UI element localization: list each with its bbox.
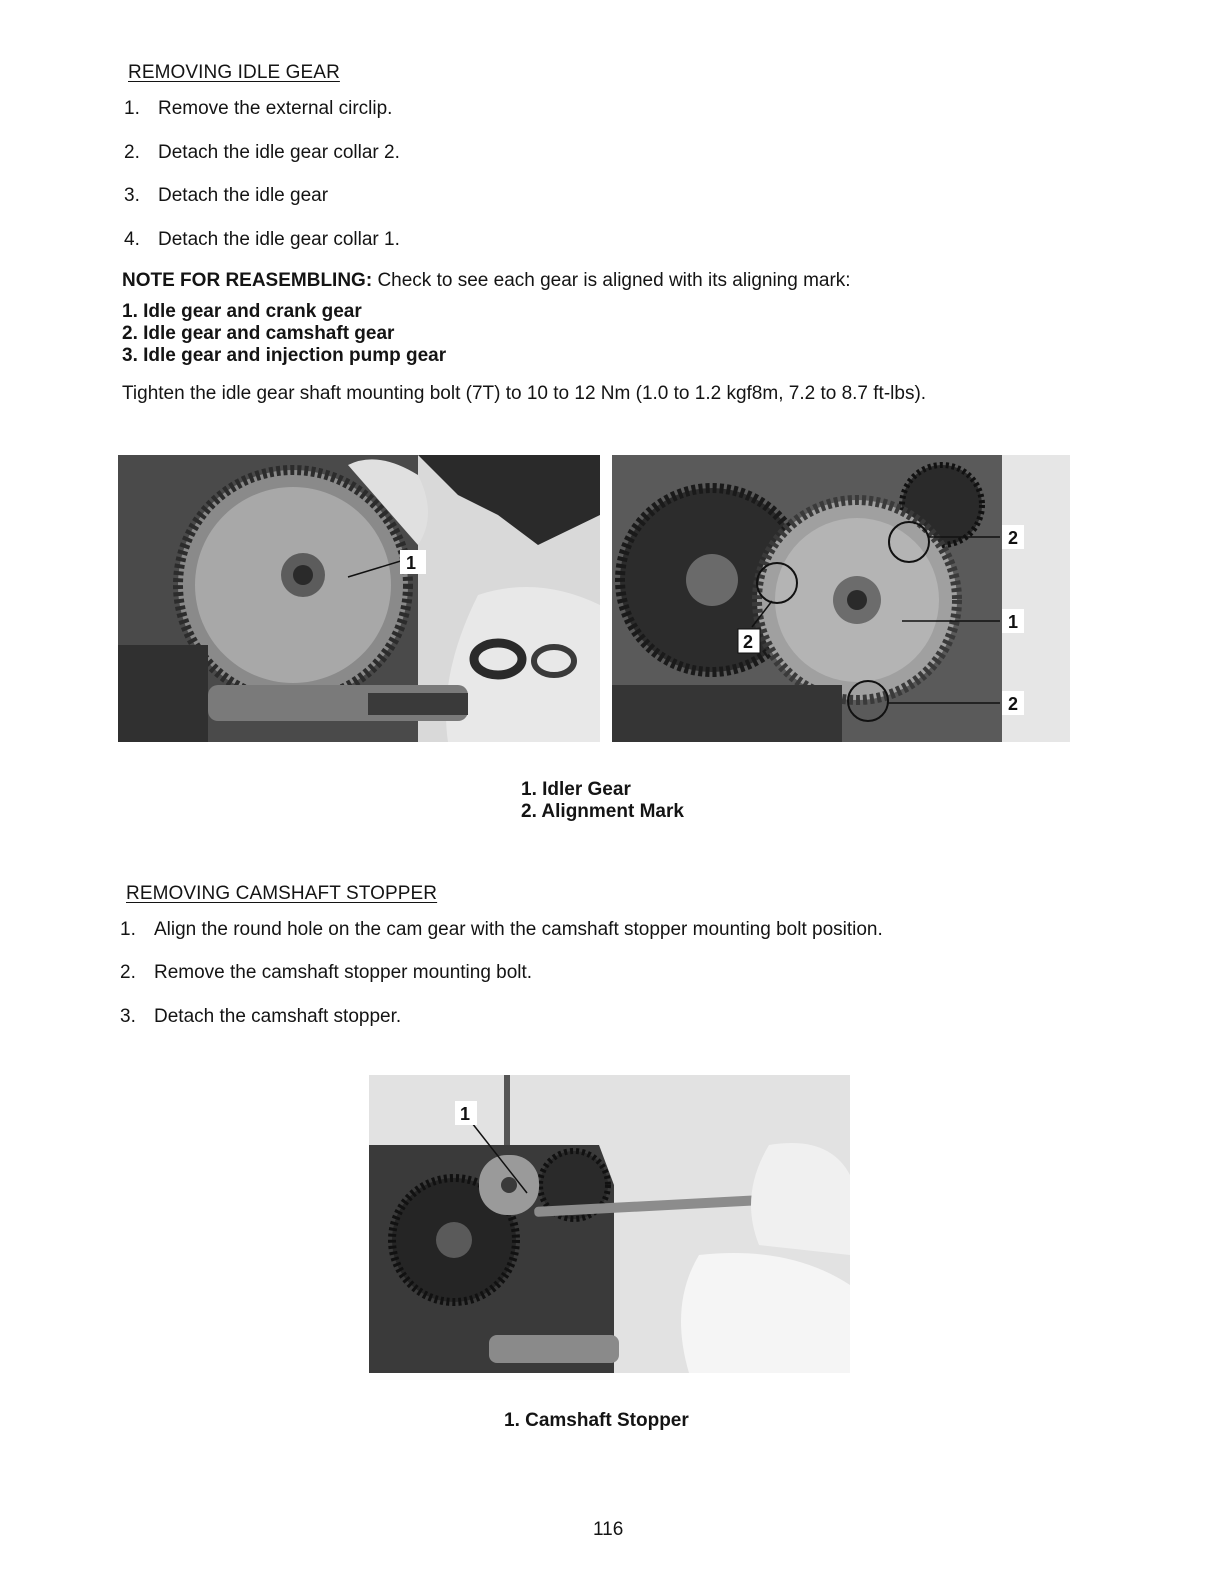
figure-caption <box>521 779 684 823</box>
step-text: Remove the camshaft stopper mounting bolt. <box>154 962 533 983</box>
callout-label: 1 <box>1008 612 1019 632</box>
callout-label: 2 <box>743 632 754 652</box>
note-label: NOTE FOR REASEMBLING: <box>122 270 373 291</box>
camshaft-stopper-photo <box>369 1075 850 1373</box>
alignment-item: 3. Idle gear and injection pump gear <box>122 345 447 366</box>
callout-label: 2 <box>1008 694 1019 714</box>
torque-instruction: Tighten the idle gear shaft mounting bolt (7T) to 10 to 12 Nm (1.0 to 1.2 kgf8m, 7.2 to 8.7 ft-lbs). <box>122 383 927 404</box>
idle-gear-removal-photo <box>118 455 600 742</box>
step-item <box>124 142 400 164</box>
step-number: 4. <box>124 229 140 250</box>
step-item <box>120 962 532 984</box>
step-number: 1. <box>124 98 140 119</box>
step-text: Detach the idle gear collar 2. <box>158 142 400 163</box>
step-number: 3. <box>124 185 140 206</box>
gear-alignment-photo <box>612 455 1070 742</box>
caption-line: 2. Alignment Mark <box>521 801 684 822</box>
step-text: Align the round hole on the cam gear with the camshaft stopper mounting bolt position. <box>154 919 883 940</box>
step-text: Remove the external circlip. <box>158 98 393 119</box>
alignment-item: 2. Idle gear and camshaft gear <box>122 323 395 344</box>
figure-caption: 1. Camshaft Stopper <box>504 1410 689 1431</box>
callout-label: 1 <box>406 553 417 573</box>
alignment-item: 1. Idle gear and crank gear <box>122 301 362 322</box>
step-text: Detach the idle gear <box>158 185 329 206</box>
alignment-list <box>122 301 446 367</box>
step-item <box>120 919 883 941</box>
callout-label: 2 <box>1008 528 1019 548</box>
step-number: 2. <box>120 962 136 983</box>
step-item <box>120 1006 401 1028</box>
step-item <box>124 98 392 120</box>
note-text: Check to see each gear is aligned with its aligning mark: <box>372 270 851 291</box>
step-item <box>124 185 328 207</box>
step-number: 2. <box>124 142 140 163</box>
step-item <box>124 229 400 251</box>
step-text: Detach the camshaft stopper. <box>154 1006 402 1027</box>
section-heading-idle-gear: REMOVING IDLE GEAR <box>128 62 340 83</box>
callout-label: 1 <box>460 1104 471 1124</box>
step-number: 3. <box>120 1006 136 1027</box>
step-number: 1. <box>120 919 136 940</box>
reassembly-note <box>122 270 851 292</box>
page-number: 116 <box>593 1519 624 1540</box>
step-text: Detach the idle gear collar 1. <box>158 229 400 250</box>
caption-line: 1. Idler Gear <box>521 779 631 800</box>
section-heading-camshaft-stopper: REMOVING CAMSHAFT STOPPER <box>126 883 438 904</box>
